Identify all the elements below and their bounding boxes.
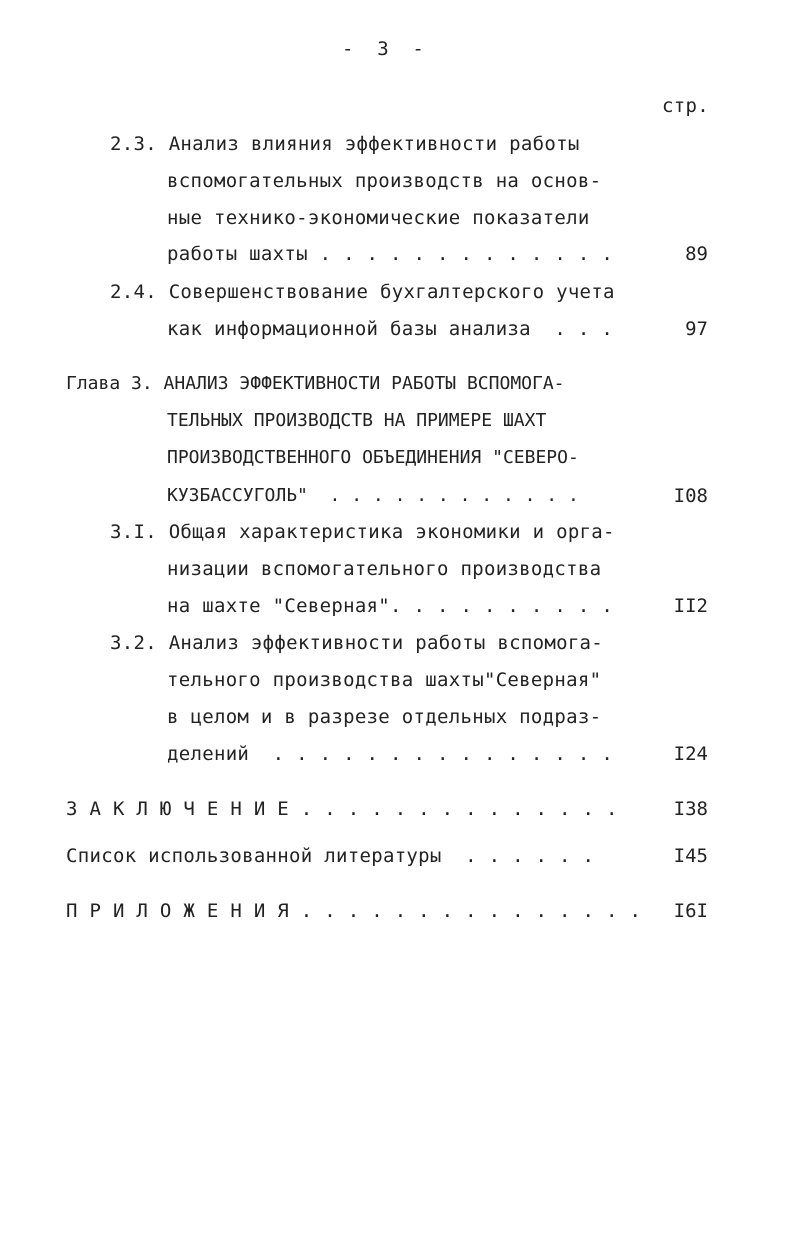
toc-page-number: I6I <box>673 900 708 922</box>
toc-page-number: I24 <box>673 743 708 765</box>
toc-page-number: I45 <box>673 845 708 867</box>
toc-chapter-line: ПРОИЗВОДСТВЕННОГО ОБЪЕДИНЕНИЯ "СЕВЕРО- <box>167 447 579 468</box>
toc-line: в целом и в разрезе отдельных подраз- <box>167 706 602 728</box>
toc-page-number: II2 <box>673 595 708 617</box>
toc-line: вспомогательных производств на основ- <box>167 170 602 192</box>
toc-chapter-line: Глава 3. АНАЛИЗ ЭФФЕКТИВНОСТИ РАБОТЫ ВСПОМОГА- <box>66 373 565 394</box>
page-column-label: стр. <box>662 95 709 117</box>
page-number: - 3 - <box>342 38 425 60</box>
toc-line: как информационной базы анализа . . . <box>167 318 614 340</box>
toc-references-line: Список использованной литературы . . . . . . <box>66 845 595 867</box>
toc-line: низации вспомогательного производства <box>167 558 602 580</box>
toc-chapter-line: КУЗБАССУГОЛЬ" . . . . . . . . . . . . <box>167 485 579 506</box>
toc-line: работы шахты . . . . . . . . . . . . . <box>167 243 614 265</box>
toc-conclusion-line: З А К Л Ю Ч Е Н И Е . . . . . . . . . . . . . . <box>66 798 618 820</box>
toc-line: делений . . . . . . . . . . . . . . . <box>167 743 614 765</box>
toc-line: 2.4. Совершенствование бухгалтерского учета <box>110 281 615 303</box>
toc-appendices-line: П Р И Л О Ж Е Н И Я . . . . . . . . . . . . . . . <box>66 900 642 922</box>
toc-line: на шахте "Северная". . . . . . . . . . <box>167 595 614 617</box>
toc-page-number: 97 <box>685 318 708 340</box>
toc-line: ные технико-экономические показатели <box>167 207 590 229</box>
toc-line: 3.2. Анализ эффективности работы вспомога- <box>110 632 604 654</box>
toc-line: тельного производства шахты"Северная" <box>167 669 602 691</box>
toc-page-number: 89 <box>685 243 708 265</box>
toc-chapter-line: ТЕЛЬНЫХ ПРОИЗВОДСТВ НА ПРИМЕРЕ ШАХТ <box>167 410 547 431</box>
toc-line: 2.3. Анализ влияния эффективности работы <box>110 133 580 155</box>
toc-page-number: I08 <box>673 485 708 507</box>
toc-line: 3.I. Общая характеристика экономики и орга- <box>110 521 615 543</box>
toc-page-number: I38 <box>673 798 708 820</box>
